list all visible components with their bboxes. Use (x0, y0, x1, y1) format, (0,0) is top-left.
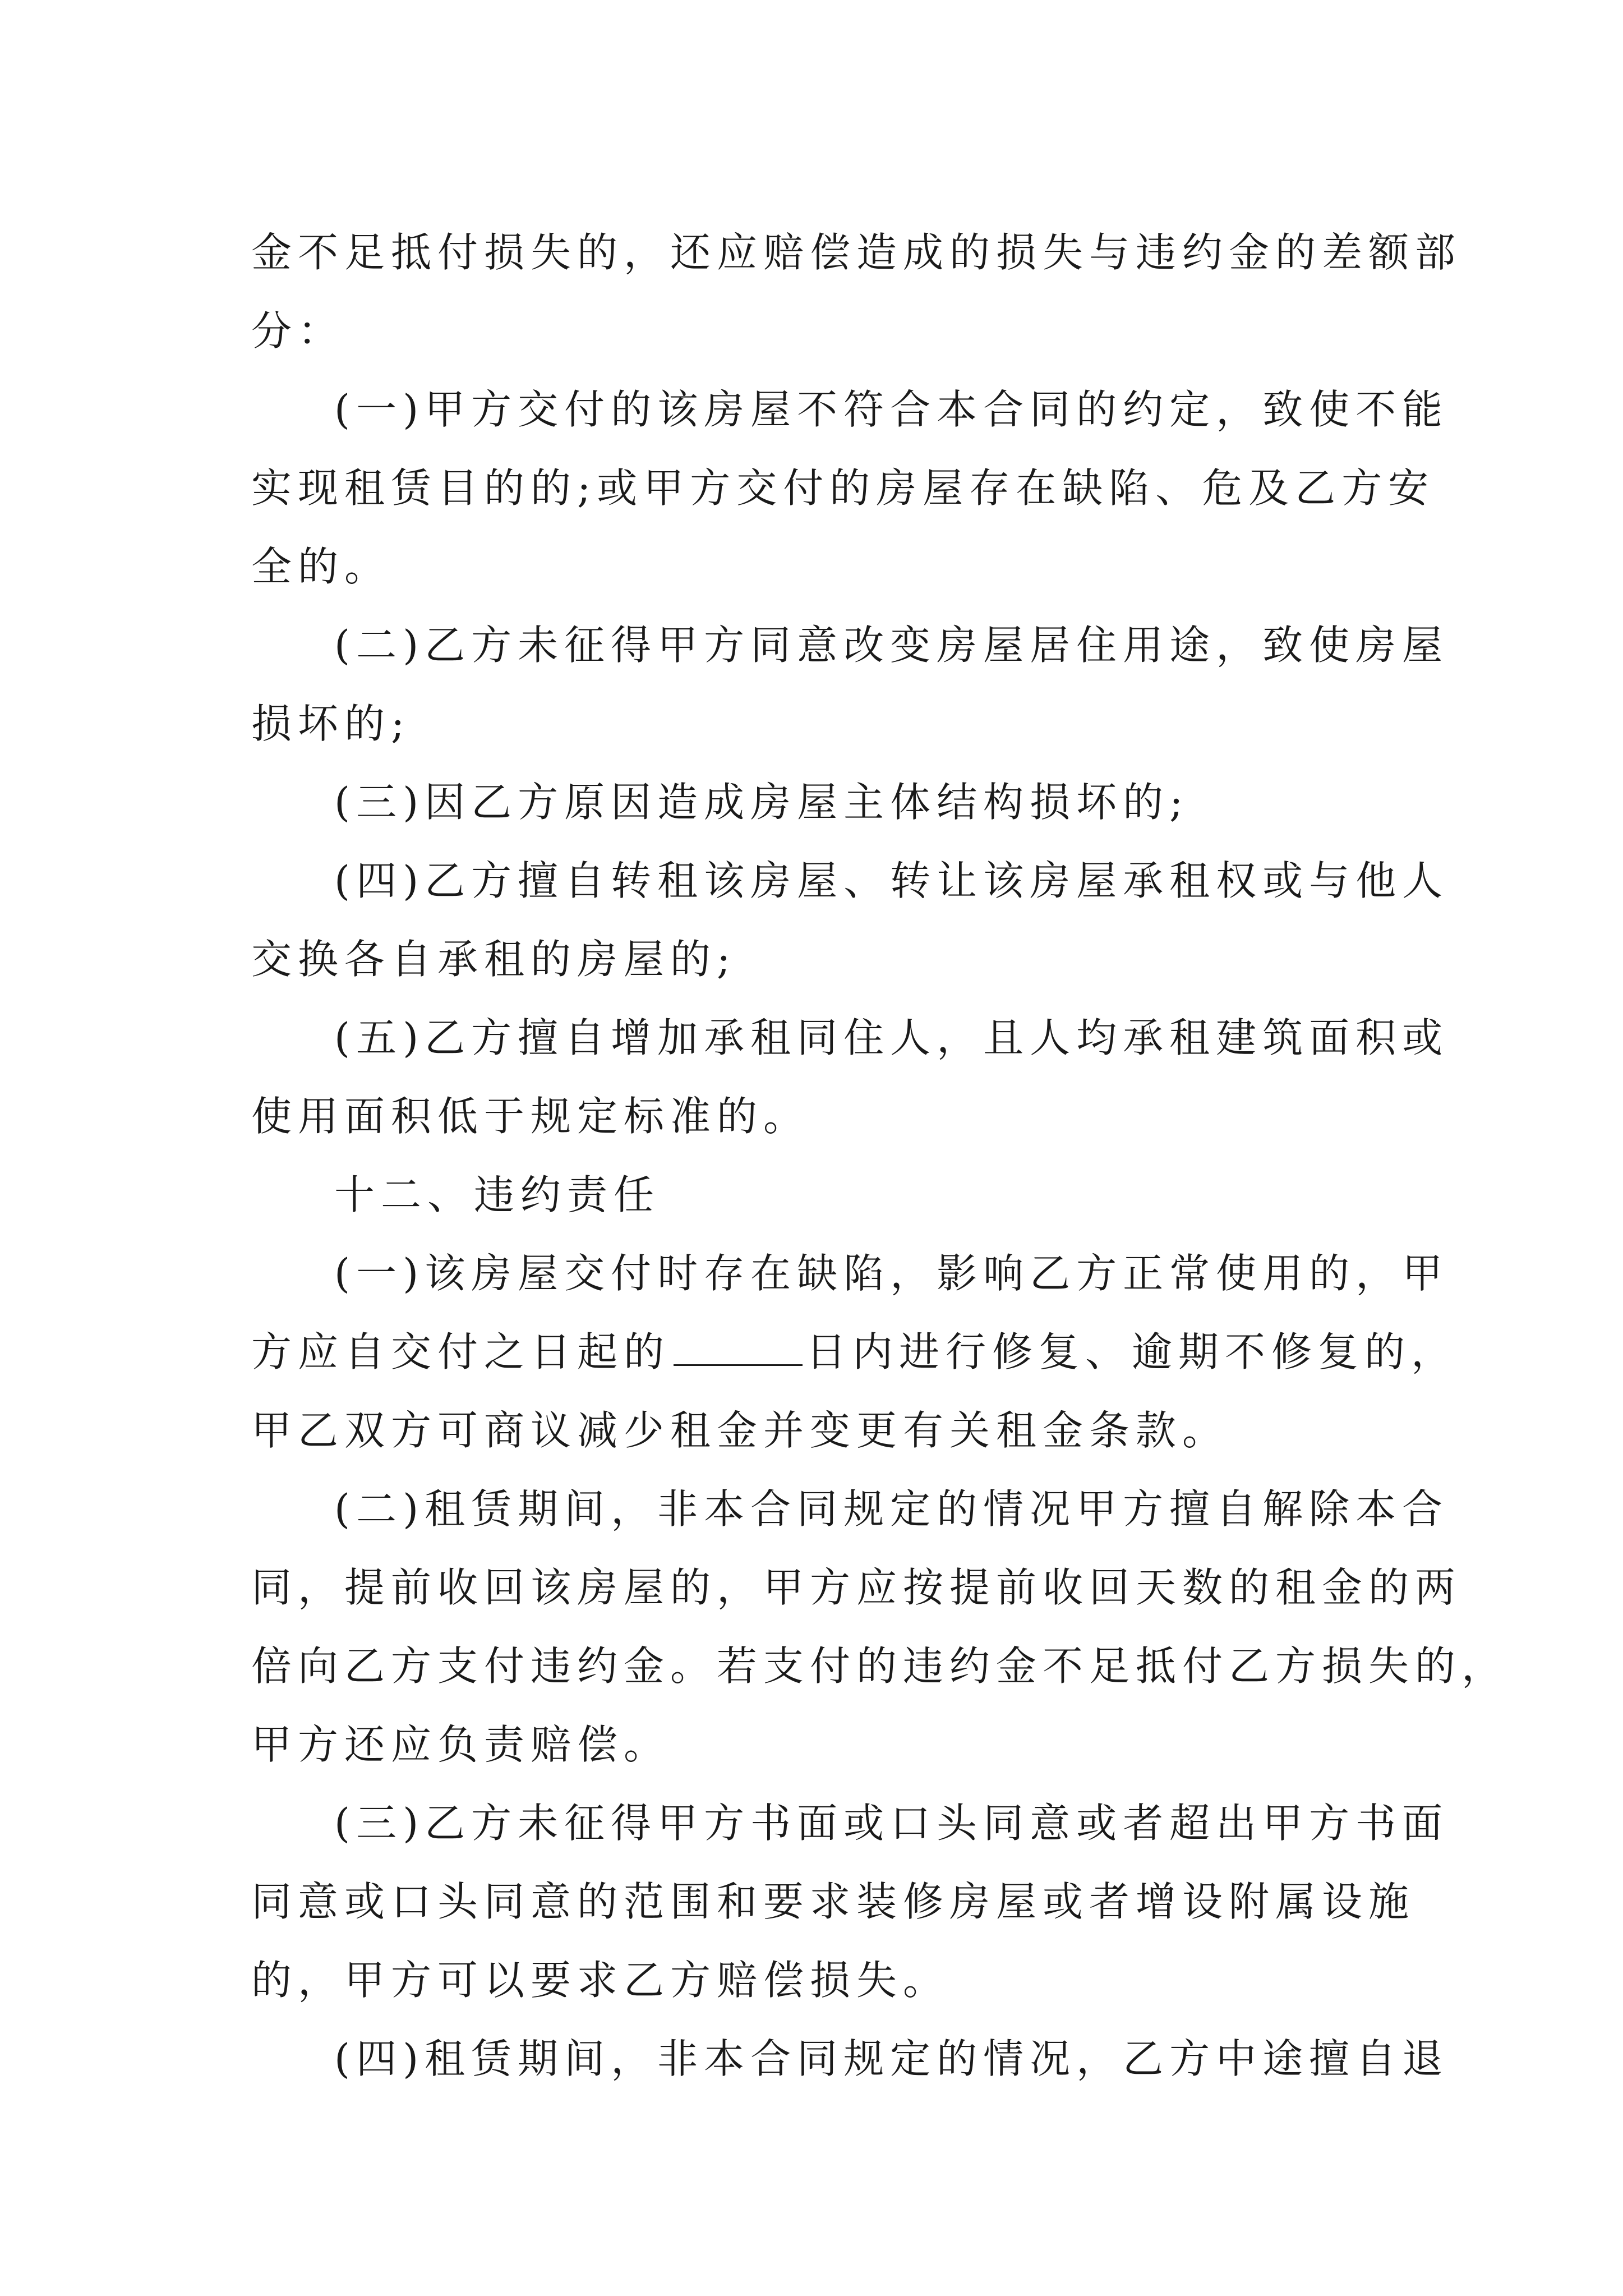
liability-item-4: (四)租赁期间，非本合同规定的情况，乙方中途擅自退 (334, 2035, 1449, 2082)
clause-item-3: (三)因乙方原因造成房屋主体结构损坏的; (334, 779, 1189, 826)
liability-item-2: (二)租赁期间，非本合同规定的情况甲方擅自解除本合 (334, 1485, 1449, 1533)
paragraph-line: 交换各自承租的房屋的; (251, 936, 737, 983)
text-segment: 方应自交付之日起的 (251, 1328, 671, 1375)
paragraph-line: 倍向乙方支付违约金。若支付的违约金不足抵付乙方损失的， (251, 1642, 1509, 1690)
clause-item-5: (五)乙方擅自增加承租同住人，且人均承租建筑面积或 (334, 1014, 1449, 1061)
paragraph-line: 使用面积低于规定标准的。 (251, 1093, 810, 1140)
liability-item-3: (三)乙方未征得甲方书面或口头同意或者超出甲方书面 (334, 1800, 1449, 1847)
paragraph-line-with-blank (251, 1313, 1458, 1391)
paragraph-line: 全的。 (251, 543, 391, 590)
paragraph-line: 甲乙双方可商议减少租金并变更有关租金条款。 (251, 1407, 1229, 1454)
paragraph-line: 的，甲方可以要求乙方赔偿损失。 (251, 1957, 950, 2004)
fill-in-blank[interactable] (674, 1324, 803, 1366)
paragraph-line: 金不足抵付损失的，还应赔偿造成的损失与违约金的差额部 (251, 229, 1462, 276)
liability-item-1: (一)该房屋交付时存在缺陷，影响乙方正常使用的，甲 (334, 1250, 1449, 1297)
clause-item-2: (二)乙方未征得甲方同意改变房屋居住用途，致使房屋 (334, 622, 1449, 669)
paragraph-line: 同，提前收回该房屋的，甲方应按提前收回天数的租金的两 (251, 1564, 1462, 1611)
paragraph-line: 损坏的; (251, 700, 411, 747)
paragraph-line: 实现租赁目的的;或甲方交付的房屋存在缺陷、危及乙方安 (251, 464, 1435, 512)
clause-item-4: (四)乙方擅自转租该房屋、转让该房屋承租权或与他人 (334, 857, 1449, 904)
paragraph-line: 同意或口头同意的范围和要求装修房屋或者增设附属设施 (251, 1878, 1415, 1925)
clause-item-1: (一)甲方交付的该房屋不符合本合同的约定，致使不能 (334, 386, 1449, 433)
section-heading: 十二、违约责任 (334, 1171, 661, 1218)
paragraph-line: 甲方还应负责赔偿。 (251, 1721, 671, 1768)
paragraph-line: 分： (251, 307, 345, 355)
text-segment: 日内进行修复、逾期不修复的， (806, 1328, 1458, 1375)
